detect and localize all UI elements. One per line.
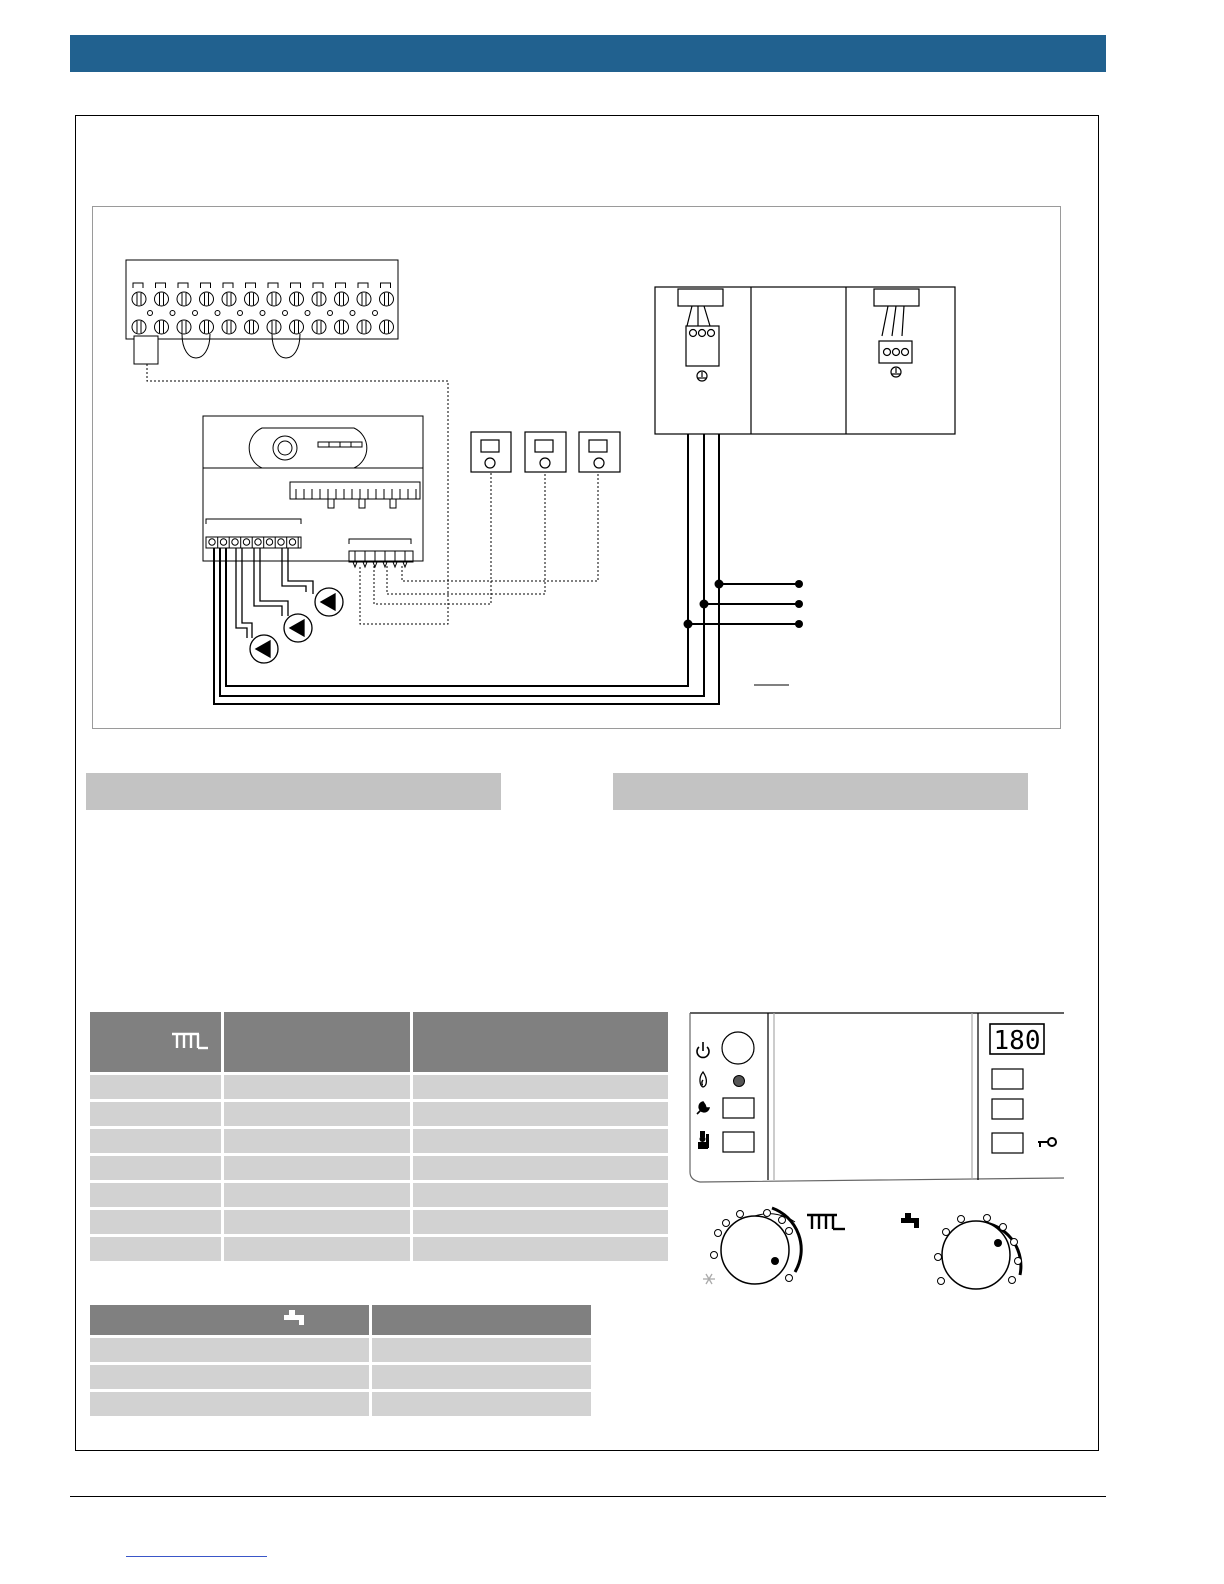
connection-box [655, 287, 955, 434]
room-thermostats [471, 432, 620, 472]
table-row [90, 1075, 668, 1099]
footer-link-underline[interactable] [126, 1556, 267, 1557]
table-row [90, 1365, 591, 1389]
table-row [90, 1183, 668, 1207]
hot-water-temperature-knob[interactable] [935, 1215, 1022, 1290]
display-button-2[interactable] [992, 1099, 1023, 1119]
control-unit [203, 416, 423, 567]
tap-icon [901, 1213, 919, 1228]
heating-table-header-col3 [413, 1012, 668, 1072]
section-header-left [86, 773, 501, 810]
table-row [90, 1156, 668, 1180]
service-button[interactable] [723, 1098, 754, 1118]
display-button-1[interactable] [992, 1069, 1023, 1089]
burner-indicator-led [734, 1076, 745, 1087]
chimney-sweep-icon [698, 1131, 709, 1149]
terminal-strip [126, 260, 398, 364]
heating-temperature-knob[interactable] [711, 1208, 802, 1284]
table-row [90, 1210, 668, 1234]
hot-water-table-header-icon-cell [90, 1305, 369, 1335]
flame-icon [700, 1072, 706, 1087]
table-row [90, 1392, 591, 1416]
table-row [90, 1102, 668, 1126]
terminal-pin [393, 562, 397, 567]
wrench-icon [697, 1102, 709, 1114]
page-header-bar [70, 35, 1106, 72]
radiator-icon [807, 1215, 845, 1229]
heating-table-header-col2 [224, 1012, 410, 1072]
key-icon [1038, 1138, 1056, 1147]
display-readout: 180 [993, 1026, 1041, 1056]
snowflake-icon [703, 1274, 715, 1284]
section-header-right [613, 773, 1028, 810]
radiator-icon [171, 1031, 209, 1051]
pumps [236, 548, 343, 663]
hot-water-table [87, 1302, 594, 1419]
terminal-pin [383, 562, 387, 567]
footer-divider [70, 1496, 1106, 1497]
hot-water-table-header-col2 [372, 1305, 591, 1335]
chimney-sweep-button[interactable] [723, 1132, 754, 1152]
terminal-pin [403, 562, 407, 567]
tap-icon [281, 1309, 307, 1329]
power-icon [697, 1042, 709, 1057]
table-row [90, 1338, 591, 1362]
heating-table [87, 1009, 671, 1264]
heating-table-header-icon-cell [90, 1012, 221, 1072]
terminal-pin [363, 562, 367, 567]
terminal-pin [353, 562, 357, 567]
lock-button[interactable] [992, 1133, 1023, 1153]
wiring-diagram [92, 206, 1061, 729]
boiler-control-panel [688, 1010, 1064, 1300]
table-row [90, 1237, 668, 1261]
power-button[interactable] [722, 1032, 754, 1064]
table-row [90, 1129, 668, 1153]
